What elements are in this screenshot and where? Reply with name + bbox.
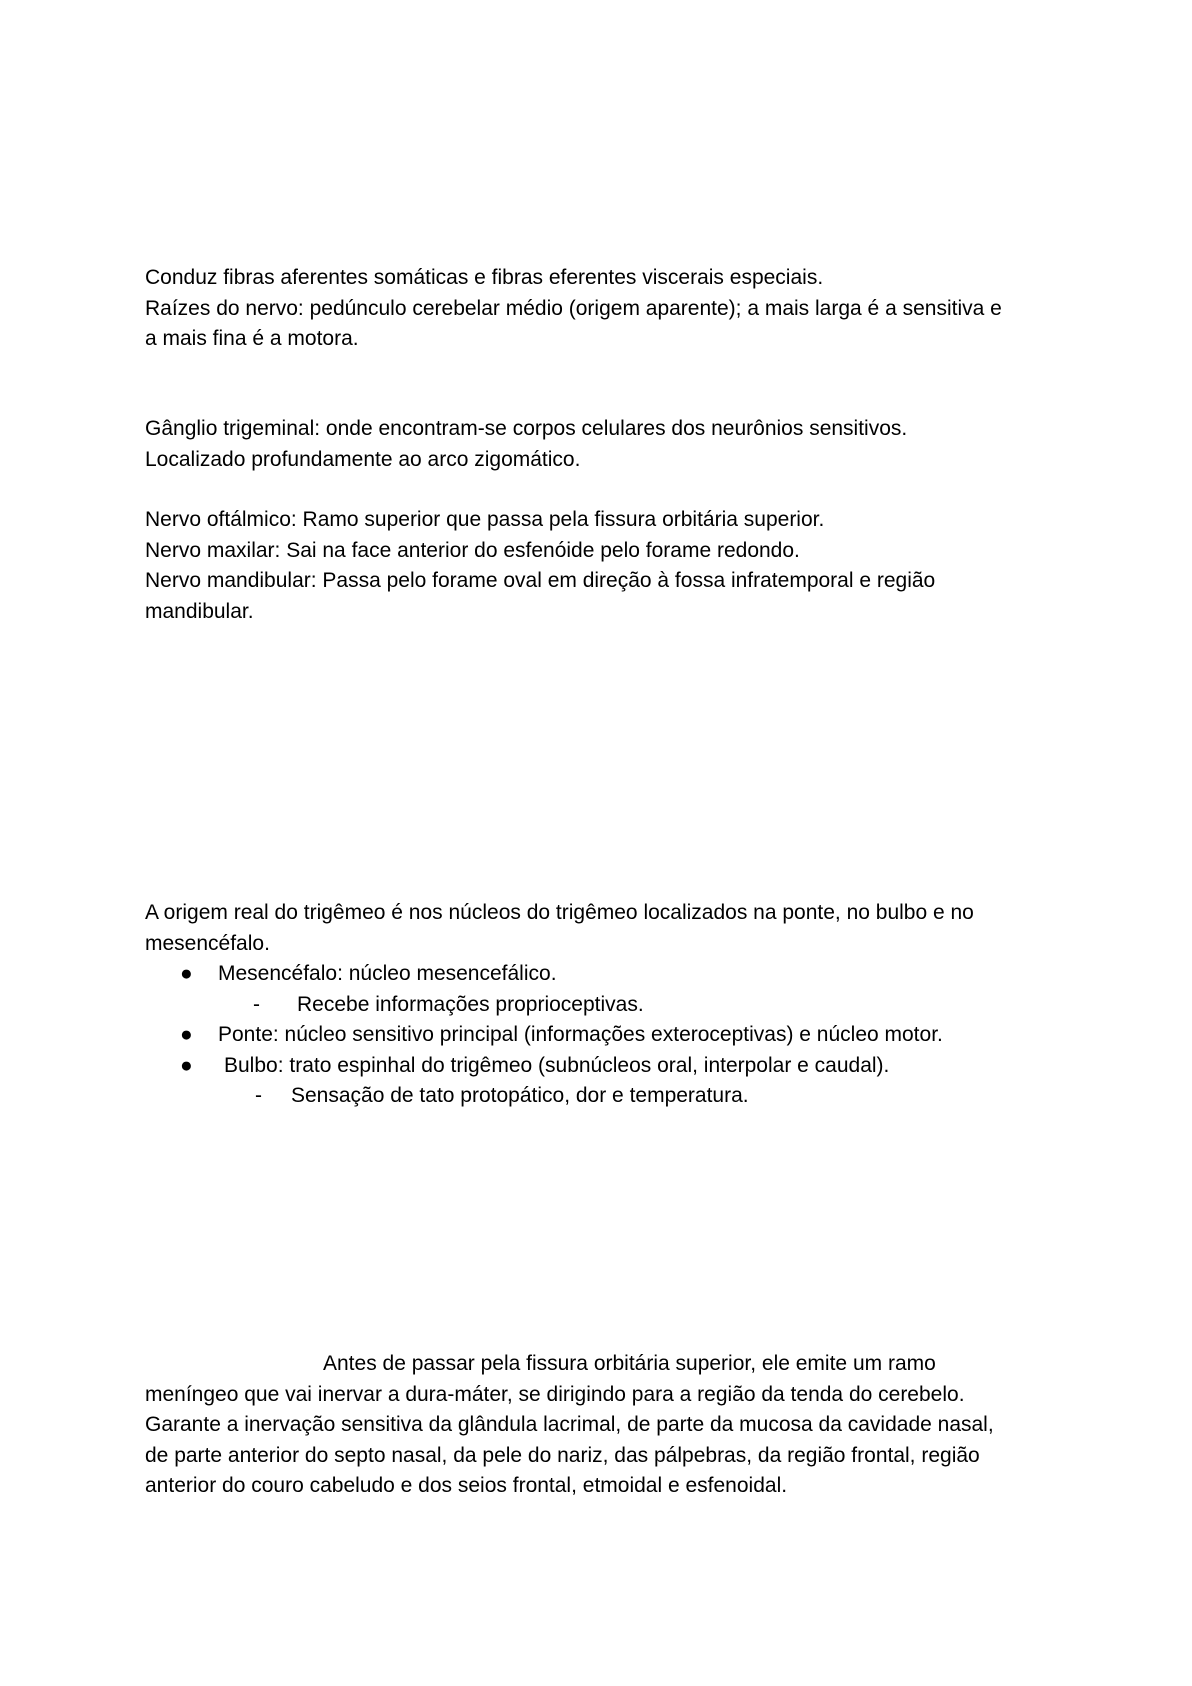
- origem-line-1: A origem real do trigêmeo é nos núcleos do trigêmeo localizados na ponte, no bulbo e no: [145, 901, 974, 924]
- intro-paragraph: [145, 263, 1065, 355]
- intro-line-2: Raízes do nervo: pedúnculo cerebelar médio (origem aparente); a mais larga é a sensitiva e: [145, 296, 1002, 320]
- detalhe-line-5: anterior do couro cabeludo e dos seios frontal, etmoidal e esfenoidal.: [145, 1474, 788, 1497]
- bullet-icon: ●: [180, 962, 193, 985]
- intro-line-1: Conduz fibras aferentes somáticas e fibras eferentes viscerais especiais.: [145, 266, 824, 289]
- origem-line-2: mesencéfalo.: [145, 931, 270, 955]
- ganglio-line-1: Gânglio trigeminal: onde encontram-se corpos celulares dos neurônios sensitivos.: [145, 417, 908, 440]
- list-item-mesencefalo: [145, 959, 1065, 990]
- detalhe-line-2: meníngeo que vai inervar a dura-máter, se dirigindo para a região da tenda do cerebelo.: [145, 1382, 965, 1406]
- bullet-icon: ●: [180, 1023, 193, 1046]
- ramo-maxilar: Nervo maxilar: Sai na face anterior do esfenóide pelo forame redondo.: [145, 538, 800, 562]
- sub-item-text: Sensação de tato protopático, dor e temperatura.: [291, 1084, 749, 1107]
- ganglio-paragraph: [145, 414, 1065, 475]
- sub-item-proprioceptivas: [145, 990, 1065, 1021]
- origem-section: [145, 898, 1065, 1112]
- list-item-text: Ponte: núcleo sensitivo principal (informações exteroceptivas) e núcleo motor.: [218, 1023, 943, 1046]
- ramo-mandibular-line-1: Nervo mandibular: Passa pelo forame oval em direção à fossa infratemporal e região: [145, 569, 936, 592]
- nucleos-list: [145, 959, 1065, 1112]
- oftalmico-detalhe-paragraph: [145, 1349, 1065, 1502]
- ramo-oftalmico: Nervo oftálmico: Ramo superior que passa pela fissura orbitária superior.: [145, 508, 825, 531]
- ramos-paragraph: [145, 505, 1065, 627]
- detalhe-line-4: de parte anterior do septo nasal, da pele do nariz, das pálpebras, da região frontal, região: [145, 1443, 980, 1467]
- list-item-text: Bulbo: trato espinhal do trigêmeo (subnúcleos oral, interpolar e caudal).: [224, 1053, 890, 1077]
- ganglio-line-2: Localizado profundamente ao arco zigomático.: [145, 447, 581, 471]
- sub-item-sensacao: [145, 1081, 1065, 1112]
- dash-icon: -: [255, 1084, 262, 1107]
- bullet-icon: ●: [180, 1053, 193, 1077]
- list-item-bulbo: [145, 1051, 1065, 1082]
- sub-item-text: Recebe informações proprioceptivas.: [297, 992, 644, 1016]
- list-item-ponte: [145, 1020, 1065, 1051]
- detalhe-line-3: Garante a inervação sensitiva da glândula lacrimal, de parte da mucosa da cavidade nasal,: [145, 1413, 994, 1436]
- list-item-text: Mesencéfalo: núcleo mesencefálico.: [218, 962, 557, 985]
- dash-icon: -: [253, 992, 260, 1016]
- intro-line-3: a mais fina é a motora.: [145, 327, 359, 350]
- detalhe-line-1: Antes de passar pela fissura orbitária superior, ele emite um ramo: [323, 1352, 936, 1375]
- ramo-mandibular-line-2: mandibular.: [145, 599, 254, 623]
